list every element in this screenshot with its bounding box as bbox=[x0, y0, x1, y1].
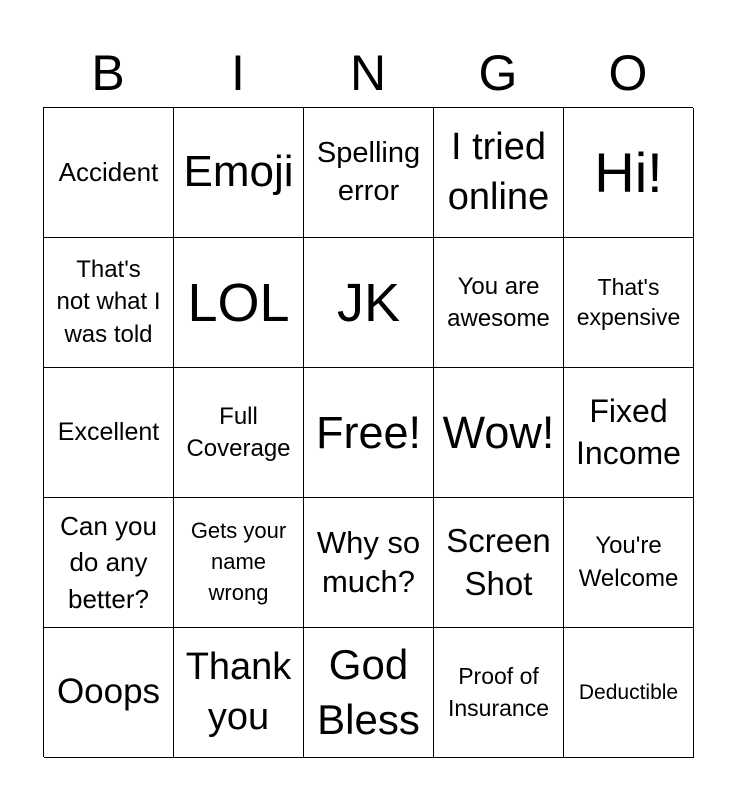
cell-text: JK bbox=[336, 272, 401, 333]
cell-text: Spelling error bbox=[316, 136, 421, 207]
cell-text: Gets your name wrong bbox=[190, 518, 287, 605]
cell-text: Ooops bbox=[56, 672, 161, 712]
header-letter-o: O bbox=[608, 45, 648, 101]
cell-text: Hi! bbox=[594, 140, 663, 204]
cell-text: Can you do any better? bbox=[60, 510, 157, 614]
bingo-cell[interactable] bbox=[304, 368, 434, 498]
cell-text: LOL bbox=[187, 272, 290, 333]
cell-text: Free! bbox=[315, 406, 422, 458]
bingo-cell[interactable] bbox=[564, 108, 694, 238]
bingo-cell[interactable] bbox=[44, 368, 174, 498]
bingo-cell[interactable] bbox=[304, 628, 434, 758]
bingo-cell[interactable] bbox=[304, 108, 434, 238]
cell-text: Accident bbox=[58, 157, 159, 188]
cell-text: Thank you bbox=[185, 646, 292, 738]
cell-text: You are awesome bbox=[447, 273, 550, 332]
cell-text: God Bless bbox=[317, 640, 420, 743]
bingo-cell[interactable] bbox=[174, 368, 304, 498]
cell-text: Full Coverage bbox=[186, 403, 291, 462]
cell-text: You're Welcome bbox=[578, 532, 679, 592]
header-letter-b: B bbox=[91, 45, 125, 101]
bingo-cell[interactable] bbox=[44, 498, 174, 628]
cell-text: Deductible bbox=[578, 680, 679, 704]
bingo-cell[interactable] bbox=[44, 238, 174, 368]
cell-text: Excellent bbox=[57, 418, 160, 446]
header-letter-i: I bbox=[231, 45, 245, 101]
cell-text: Proof of Insurance bbox=[447, 663, 549, 721]
cell-text: Screen Shot bbox=[446, 521, 551, 602]
cell-text: Emoji bbox=[183, 147, 294, 197]
header-letter-n: N bbox=[349, 45, 387, 101]
header-letter-g: G bbox=[478, 45, 518, 101]
cell-text: That's expensive bbox=[576, 273, 681, 330]
cell-text: Why so much? bbox=[316, 524, 421, 599]
bingo-cell[interactable] bbox=[434, 628, 564, 758]
bingo-header bbox=[43, 40, 693, 106]
bingo-card-grid bbox=[43, 107, 693, 757]
bingo-cell[interactable] bbox=[434, 238, 564, 368]
bingo-cell[interactable] bbox=[304, 238, 434, 368]
bingo-cell[interactable] bbox=[174, 628, 304, 758]
cell-text: I tried online bbox=[447, 126, 550, 218]
cell-text: Fixed Income bbox=[576, 392, 681, 471]
bingo-cell[interactable] bbox=[434, 498, 564, 628]
bingo-cell[interactable] bbox=[174, 238, 304, 368]
bingo-cell[interactable] bbox=[44, 108, 174, 238]
bingo-cell[interactable] bbox=[44, 628, 174, 758]
bingo-cell[interactable] bbox=[564, 498, 694, 628]
bingo-cell[interactable] bbox=[174, 108, 304, 238]
bingo-cell[interactable] bbox=[174, 498, 304, 628]
bingo-cell[interactable] bbox=[564, 368, 694, 498]
bingo-cell[interactable] bbox=[564, 628, 694, 758]
bingo-cell[interactable] bbox=[434, 368, 564, 498]
cell-text: Wow! bbox=[442, 406, 555, 458]
bingo-cell[interactable] bbox=[304, 498, 434, 628]
bingo-cell[interactable] bbox=[434, 108, 564, 238]
cell-text: That's not what I was told bbox=[56, 255, 161, 348]
bingo-cell[interactable] bbox=[564, 238, 694, 368]
